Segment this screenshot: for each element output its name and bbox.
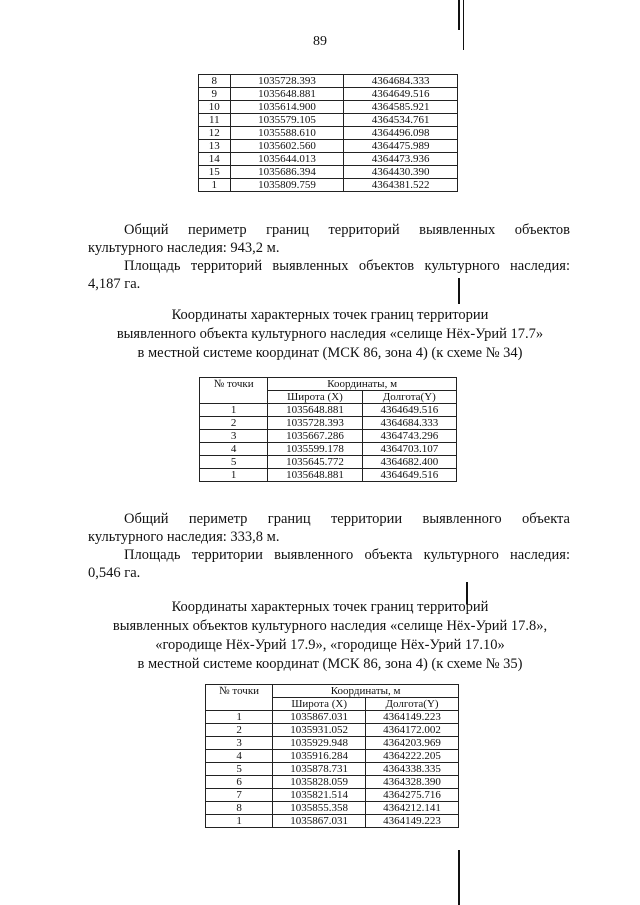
- table-row: [206, 789, 459, 802]
- latitude-cell: 1035648.881: [268, 469, 362, 482]
- point-number-cell: 1: [200, 469, 268, 482]
- section-heading-34: [80, 306, 580, 363]
- point-number-cell: 3: [206, 737, 273, 750]
- latitude-cell: 1035648.881: [230, 88, 344, 101]
- point-number-cell: 5: [200, 456, 268, 469]
- latitude-cell: 1035867.031: [273, 815, 366, 828]
- table-row: [206, 724, 459, 737]
- point-number-cell: 1: [206, 711, 273, 724]
- longitude-cell: 4364203.969: [366, 737, 459, 750]
- heading-line: выявленных объектов культурного наследия «селище Нёх-Урий 17.8»,: [112, 618, 548, 634]
- longitude-cell: 4364149.223: [366, 711, 459, 724]
- point-number-cell: 9: [199, 88, 231, 101]
- table-row: [199, 166, 458, 179]
- latitude-cell: 1035614.900: [230, 101, 344, 114]
- area-text-2: [88, 546, 570, 582]
- perimeter-line: Общий периметр границ территории выявленного объекта: [124, 511, 570, 527]
- longitude-cell: 4364649.516: [344, 88, 458, 101]
- latitude-cell: 1035821.514: [273, 789, 366, 802]
- latitude-cell: 1035929.948: [273, 737, 366, 750]
- table-row: [206, 802, 459, 815]
- point-number-cell: 4: [200, 443, 268, 456]
- table-row: [206, 737, 459, 750]
- longitude-cell: 4364212.141: [366, 802, 459, 815]
- table-row: [206, 711, 459, 724]
- point-number-cell: 11: [199, 114, 231, 127]
- heading-line: «городище Нёх-Урий 17.9», «городище Нёх-Урий 17.10»: [155, 637, 505, 653]
- col-lat-header: Широта (X): [273, 698, 366, 711]
- col-lon-header: Долгота(Y): [362, 391, 456, 404]
- area-line: 0,546 га.: [88, 565, 141, 581]
- table-row: [206, 763, 459, 776]
- longitude-cell: 4364172.002: [366, 724, 459, 737]
- scan-margin-line: [458, 850, 460, 905]
- table-row: [200, 430, 457, 443]
- longitude-cell: 4364682.400: [362, 456, 456, 469]
- table-row: [199, 140, 458, 153]
- table-row: [206, 750, 459, 763]
- scan-margin-line: [458, 0, 460, 30]
- table-row: [199, 179, 458, 192]
- latitude-cell: 1035931.052: [273, 724, 366, 737]
- latitude-cell: 1035648.881: [268, 404, 362, 417]
- coordinates-table-35: [205, 684, 459, 828]
- area-text-1: [88, 257, 570, 293]
- heading-line: в местной системе координат (МСК 86, зона 4) (к схеме № 35): [137, 656, 523, 672]
- latitude-cell: 1035599.178: [268, 443, 362, 456]
- col-lat-header: Широта (X): [268, 391, 362, 404]
- col-coords-header: Координаты, м: [268, 378, 457, 391]
- longitude-cell: 4364703.107: [362, 443, 456, 456]
- point-number-cell: 1: [206, 815, 273, 828]
- point-number-cell: 4: [206, 750, 273, 763]
- point-number-cell: 10: [199, 101, 231, 114]
- point-number-cell: 6: [206, 776, 273, 789]
- latitude-cell: 1035878.731: [273, 763, 366, 776]
- table-row: [199, 127, 458, 140]
- table-row: [199, 101, 458, 114]
- page-number: 89: [313, 34, 327, 49]
- longitude-cell: 4364649.516: [362, 404, 456, 417]
- table-row: [200, 469, 457, 482]
- point-number-cell: 1: [199, 179, 231, 192]
- heading-line: Координаты характерных точек границ территории: [171, 307, 489, 323]
- table-row: [206, 815, 459, 828]
- point-number-cell: 3: [200, 430, 268, 443]
- table-row: [200, 404, 457, 417]
- table-row: [199, 75, 458, 88]
- longitude-cell: 4364149.223: [366, 815, 459, 828]
- longitude-cell: 4364430.390: [344, 166, 458, 179]
- point-number-cell: 2: [206, 724, 273, 737]
- perimeter-line: культурного наследия: 943,2 м.: [88, 240, 280, 256]
- longitude-cell: 4364684.333: [362, 417, 456, 430]
- heading-line: Координаты характерных точек границ территорий: [171, 599, 489, 615]
- latitude-cell: 1035728.393: [268, 417, 362, 430]
- latitude-cell: 1035916.284: [273, 750, 366, 763]
- latitude-cell: 1035728.393: [230, 75, 344, 88]
- col-point-header: № точки: [206, 685, 273, 711]
- longitude-cell: 4364275.716: [366, 789, 459, 802]
- longitude-cell: 4364473.936: [344, 153, 458, 166]
- longitude-cell: 4364338.335: [366, 763, 459, 776]
- point-number-cell: 1: [200, 404, 268, 417]
- perimeter-line: культурного наследия: 333,8 м.: [88, 529, 280, 545]
- longitude-cell: 4364328.390: [366, 776, 459, 789]
- perimeter-text-2: [88, 510, 570, 546]
- section-heading-35: [80, 598, 580, 674]
- latitude-cell: 1035809.759: [230, 179, 344, 192]
- point-number-cell: 13: [199, 140, 231, 153]
- table-row: [200, 456, 457, 469]
- longitude-cell: 4364534.761: [344, 114, 458, 127]
- coordinates-table-34: [199, 377, 457, 482]
- point-number-cell: 8: [199, 75, 231, 88]
- table-row: [199, 114, 458, 127]
- table-row: [199, 88, 458, 101]
- table-row: [206, 776, 459, 789]
- col-point-header: № точки: [200, 378, 268, 404]
- perimeter-line: Общий периметр границ территорий выявленных объектов: [124, 222, 570, 238]
- area-line: Площадь территорий выявленных объектов культурного наследия:: [124, 258, 570, 274]
- point-number-cell: 7: [206, 789, 273, 802]
- area-line: 4,187 га.: [88, 276, 141, 292]
- latitude-cell: 1035579.105: [230, 114, 344, 127]
- point-number-cell: 8: [206, 802, 273, 815]
- latitude-cell: 1035855.358: [273, 802, 366, 815]
- point-number-cell: 14: [199, 153, 231, 166]
- latitude-cell: 1035588.610: [230, 127, 344, 140]
- latitude-cell: 1035667.286: [268, 430, 362, 443]
- latitude-cell: 1035645.772: [268, 456, 362, 469]
- longitude-cell: 4364222.205: [366, 750, 459, 763]
- coordinates-table-continuation: [198, 74, 458, 192]
- heading-line: в местной системе координат (МСК 86, зона 4) (к схеме № 34): [137, 345, 523, 361]
- table-row: [200, 417, 457, 430]
- scan-margin-line: [463, 0, 464, 50]
- col-lon-header: Долгота(Y): [366, 698, 459, 711]
- longitude-cell: 4364684.333: [344, 75, 458, 88]
- longitude-cell: 4364585.921: [344, 101, 458, 114]
- area-line: Площадь территории выявленного объекта культурного наследия:: [124, 547, 570, 563]
- latitude-cell: 1035602.560: [230, 140, 344, 153]
- col-coords-header: Координаты, м: [273, 685, 459, 698]
- point-number-cell: 2: [200, 417, 268, 430]
- longitude-cell: 4364496.098: [344, 127, 458, 140]
- longitude-cell: 4364743.296: [362, 430, 456, 443]
- latitude-cell: 1035686.394: [230, 166, 344, 179]
- heading-line: выявленного объекта культурного наследия «селище Нёх-Урий 17.7»: [116, 326, 544, 342]
- point-number-cell: 5: [206, 763, 273, 776]
- point-number-cell: 15: [199, 166, 231, 179]
- longitude-cell: 4364381.522: [344, 179, 458, 192]
- latitude-cell: 1035867.031: [273, 711, 366, 724]
- perimeter-text-1: [88, 221, 570, 257]
- longitude-cell: 4364649.516: [362, 469, 456, 482]
- latitude-cell: 1035644.013: [230, 153, 344, 166]
- table-row: [200, 443, 457, 456]
- point-number-cell: 12: [199, 127, 231, 140]
- longitude-cell: 4364475.989: [344, 140, 458, 153]
- latitude-cell: 1035828.059: [273, 776, 366, 789]
- table-row: [199, 153, 458, 166]
